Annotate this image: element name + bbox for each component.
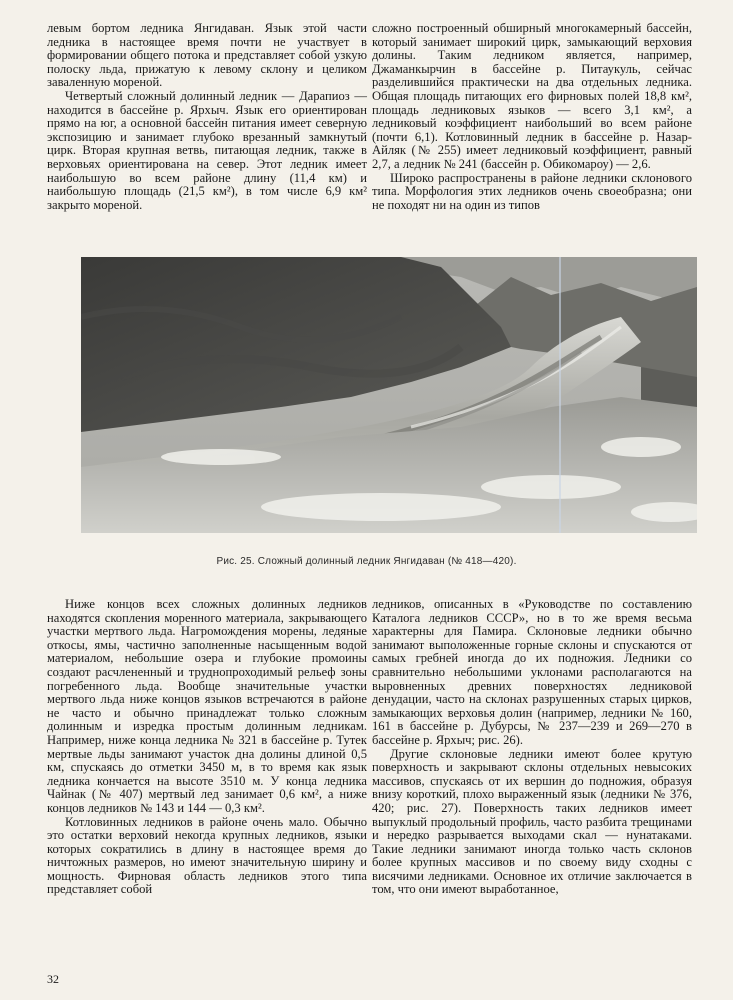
paragraph: сложно построенный обширный многокамерный бассейн, который занимает широкий цирк, замыкающий верховия долины. Таким ледником является, например, Джаманкырчин в бассейне р. Питаукуль, сейчас разделившийся практически на два отдельных ледника. Общая площадь питающих его фирновых полей 18,8 км², площадь ледниковых языков — всего 3,1 км², а ледниковый коэффициент наибольший во всем районе (почти 6,1). Котловинный ледник в бассейне р. Назар-Айляк (№ 255) имеет ледниковый коэффициент, равный 2,7, а ледник № 241 (бассейн р. Обикомароу) — 2,6. [372, 21, 692, 171]
glacier-photo [81, 257, 697, 533]
paragraph: Котловинных ледников в районе очень мало. Обычно это остатки верховий некогда крупных ледников, языки которых сократились в длину в настоящее время до ничтожных размеров, но имеют значительную ширину и мощность. Фирновая область ледников этого типа представляет собой [47, 814, 367, 897]
column-top-left [47, 22, 367, 212]
column-top-right [372, 22, 692, 212]
glacier-photo-image [81, 257, 697, 533]
paragraph: Широко распространены в районе ледники склонового типа. Морфология этих ледников очень своеобразна; они не походят ни на один из типов [372, 170, 692, 212]
page-number: 32 [47, 972, 59, 986]
paragraph: Ниже концов всех сложных долинных ледников находятся скопления моренного материала, закрывающего участки мертвого льда. Нагромождения морены, ледяные откосы, ямы, частично заполненные насыщенным водой материалом, небольшие озера и глубокие промоины создают расчлененный и труднопроходимый рельеф зоны погребенного льда. Вообще значительные участки мертвого льда ниже концов языков встречаются в районе не часто и обычно принадлежат только сложным долинным и изредка простым долинным ледникам. Например, ниже конца ледника № 321 в бассейне р. Тутек мертвые льды занимают участок дна долины длиной 0,5 км, спускаясь до отметки 3450 м, в то время как язык ледника кончается на высоте 3510 м. У конца ледника Чайнак (№ 407) мертвый лед занимает 0,6 км², а ниже концов ледников № 143 и 144 — 0,3 км². [47, 597, 367, 815]
paragraph: ледников, описанных в «Руководстве по составлению Каталога ледников СССР», но в то же время весьма характерны для Памира. Склоновые ледники обычно занимают выположенные горные склоны и спускаются от самых гребней иногда до их подножия. Ледники со сравнительно небольшими уклонами располагаются на выровненных древних поверхностях ледниковой денудации, часто на склонах разрушенных старых цирков, замыкающих верховья долин (например, ледники № 160, 161 в бассейне р. Дубурсы, № 237—239 и 269—270 в бассейне р. Ярхыч; рис. 26). [372, 597, 692, 747]
paragraph: Четвертый сложный долинный ледник — Дарапиоз — находится в бассейне р. Ярхыч. Язык его ориентирован прямо на юг, а основной бассейн питания имеет северную экспозицию и занимает глубоко врезанный замкнутый цирк. Вторая крупная ветвь, питающая ледник, также в верховьях ориентирована на север. Этот ледник имеет наибольшую во всем районе длину (11,4 км) и наибольшую площадь (21,5 км²), в том числе 6,9 км² закрыто мореной. [47, 88, 367, 212]
figure-caption: Рис. 25. Сложный долинный ледник Янгидаван (№ 418—420). [216, 556, 517, 567]
paragraph: левым бортом ледника Янгидаван. Язык этой части ледника в настоящее время почти не участвует в формировании общего потока и представляет собой узкую полоску льда, прижатую к левому склону и целиком заваленную мореной. [47, 21, 367, 90]
paragraph: Другие склоновые ледники имеют более крутую поверхность и закрывают склоны отдельных невысоких массивов, спускаясь от их вершин до подножия, образуя внизу короткий, плохо выраженный язык (ледники № 376, 420; рис. 27). Поверхность таких ледников имеет выпуклый продольный профиль, часто разбита трещинами и нередко разрывается выходами скал — нунатаками. Такие ледники занимают иногда только часть склонов более крупных массивов и по своему виду сходны с висячими ледниками. Основное их отличие заключается в том, что они имеют выработанное, [372, 746, 692, 897]
column-bottom-right [372, 598, 692, 897]
column-bottom-left [47, 598, 367, 897]
